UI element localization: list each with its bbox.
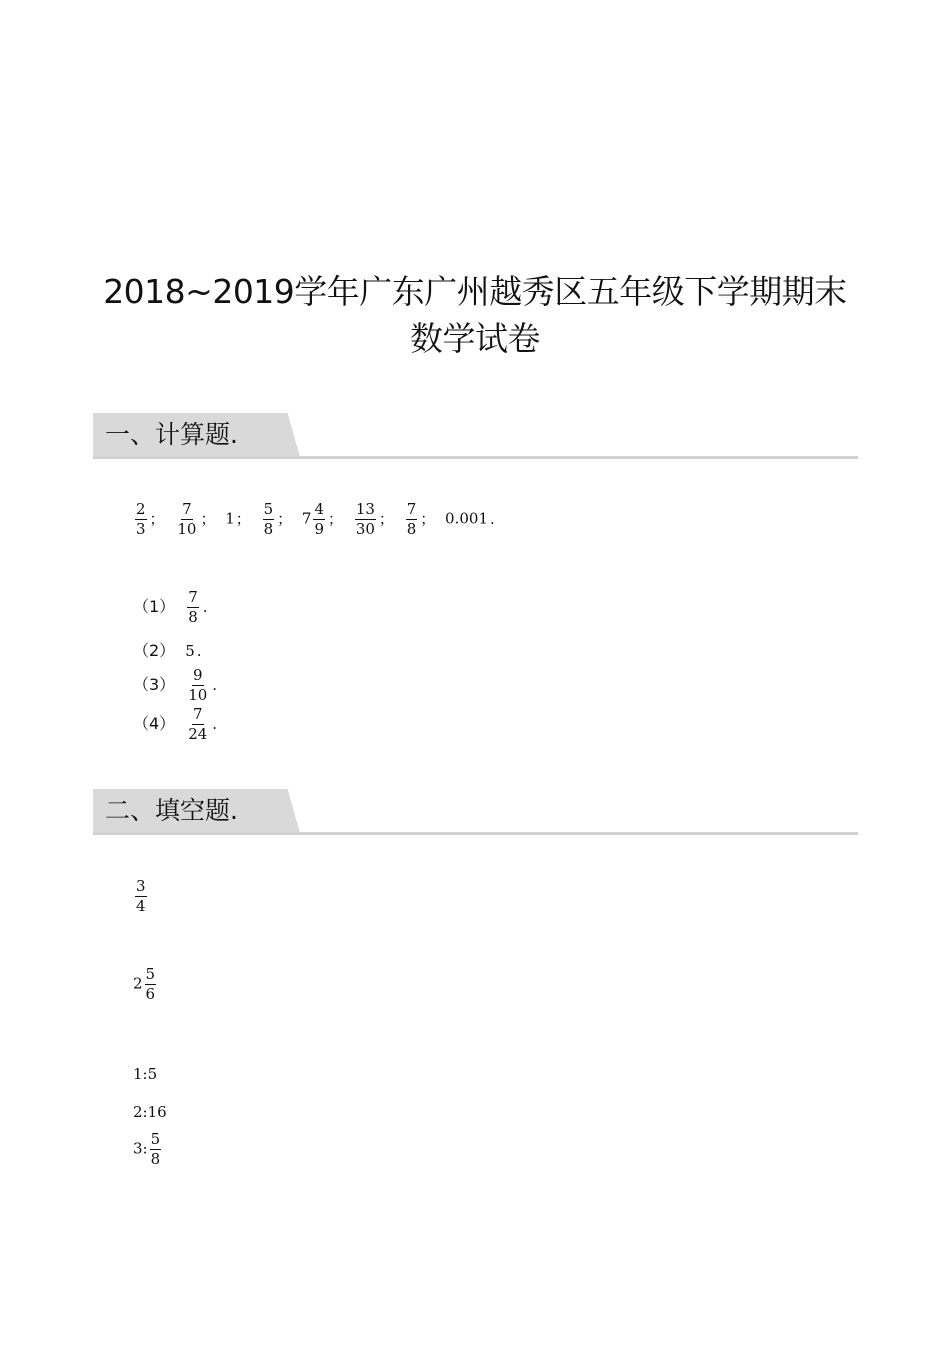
separator: ； [235, 509, 251, 528]
denominator: 8 [150, 1150, 161, 1168]
denominator: 3 [136, 520, 146, 538]
fill-answer-3-ratio-2: 2:16 [133, 1103, 167, 1121]
sub-question-label: （3） [133, 674, 176, 694]
period: . [212, 675, 218, 694]
numerator: 4 [314, 500, 325, 518]
period: . [490, 509, 495, 528]
denominator: 6 [145, 985, 156, 1003]
calc-q2-answer-3 [133, 668, 217, 703]
numerator: 7 [188, 588, 198, 606]
denominator: 8 [263, 520, 274, 538]
denominator: 4 [136, 897, 146, 915]
mixed-number-whole: 2 [133, 974, 143, 993]
calc-q2-answer-1 [133, 590, 208, 625]
fraction [176, 502, 197, 537]
separator: ； [200, 509, 216, 528]
separator: ； [328, 509, 344, 528]
numerator: 3 [136, 877, 146, 895]
numerator: 5 [145, 965, 156, 983]
numerator: 7 [182, 500, 192, 518]
fill-answer-3-ratio-1: 1:5 [133, 1065, 158, 1083]
fraction [135, 502, 147, 537]
fraction [313, 502, 325, 537]
sub-question-label: （4） [133, 713, 176, 733]
fraction [150, 1132, 162, 1167]
ratio-prefix: 3: [133, 1139, 148, 1158]
fraction [145, 967, 157, 1002]
separator: ； [378, 509, 394, 528]
fraction [187, 668, 208, 703]
section-1-header [93, 413, 858, 459]
period: . [212, 714, 218, 733]
decimal-answer: 0.001 [445, 509, 488, 528]
sub-question-label: （1） [133, 596, 176, 616]
fill-answer-1 [133, 879, 149, 914]
period: . [196, 642, 202, 660]
numerator: 2 [136, 500, 146, 518]
section-2-heading: 二、填空题. [105, 796, 238, 825]
denominator: 10 [188, 686, 208, 704]
calc-q2-answer-4 [133, 707, 217, 742]
calc-q2-answer-2 [133, 638, 202, 661]
numerator: 5 [263, 500, 274, 518]
period: . [202, 597, 208, 616]
separator: ； [277, 509, 293, 528]
fraction [187, 707, 208, 742]
denominator: 30 [355, 520, 375, 538]
fraction [263, 502, 275, 537]
section-2-divider [93, 832, 858, 835]
document-title [0, 268, 950, 362]
integer-answer: 5 [185, 642, 195, 660]
denominator: 8 [188, 608, 198, 626]
calc-q1-answers [133, 502, 495, 537]
separator: ； [420, 509, 436, 528]
fraction [355, 502, 376, 537]
fraction [135, 879, 147, 914]
numerator: 9 [192, 666, 203, 684]
integer-answer: 1 [225, 509, 235, 528]
mixed-number-whole: 7 [301, 509, 312, 528]
numerator: 13 [355, 500, 375, 518]
title-line-2: 数学试卷 [410, 319, 540, 358]
sub-question-label: （2） [133, 641, 176, 660]
denominator: 24 [188, 725, 208, 743]
numerator: 7 [406, 500, 417, 518]
numerator: 5 [150, 1130, 161, 1148]
numerator: 7 [192, 705, 203, 723]
section-1-heading: 一、计算题. [105, 420, 238, 449]
separator: ； [149, 509, 165, 528]
fill-answer-2 [133, 967, 158, 1002]
section-1-divider [93, 456, 858, 459]
denominator: 10 [177, 520, 197, 538]
fraction [187, 590, 199, 625]
section-2-header [93, 789, 858, 835]
title-line-1: 2018~2019学年广东广州越秀区五年级下学期期末 [103, 272, 847, 311]
fill-answer-3-ratio-3 [133, 1132, 163, 1167]
fraction [406, 502, 418, 537]
denominator: 9 [314, 520, 325, 538]
denominator: 8 [406, 520, 417, 538]
